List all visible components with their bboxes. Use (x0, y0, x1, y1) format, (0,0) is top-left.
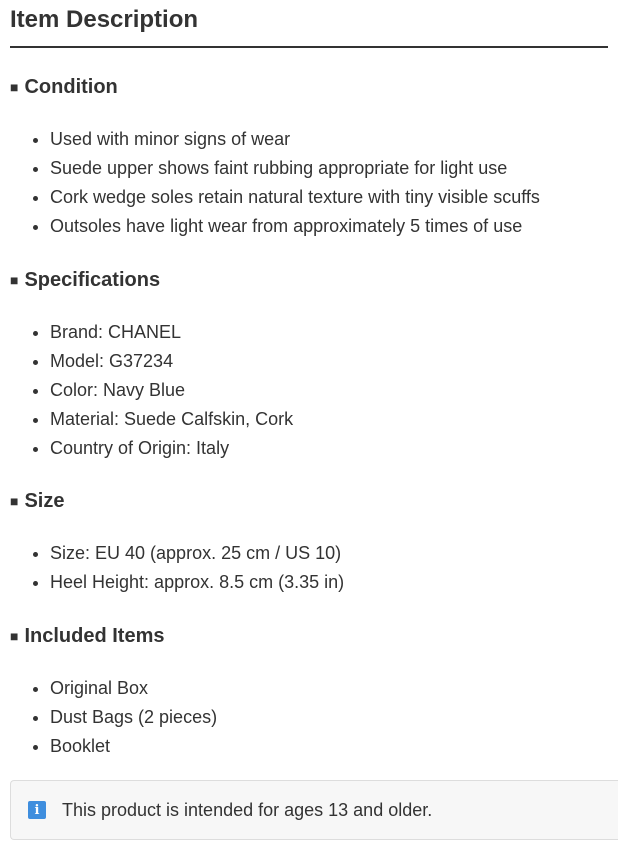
list-item: • Suede upper shows faint rubbing appropriate for light use (50, 154, 608, 183)
condition-list (10, 125, 608, 241)
square-bullet-icon: ■ (10, 272, 19, 288)
included-items-heading-label: Included Items (24, 625, 165, 647)
age-notice (10, 780, 618, 840)
age-notice-text: This product is intended for ages 13 and older. (62, 799, 433, 820)
size-heading-label: Size (24, 490, 65, 512)
list-item: • Model: G37234 (50, 347, 608, 376)
list-item: • Color: Navy Blue (50, 376, 608, 405)
list-item: • Outsoles have light wear from approximately 5 times of use (50, 212, 608, 241)
list-item: • Original Box (50, 674, 608, 703)
specifications-list (10, 318, 608, 463)
included-items-heading (10, 624, 608, 649)
specifications-heading-label: Specifications (24, 269, 161, 291)
list-item: • Used with minor signs of wear (50, 125, 608, 154)
condition-heading (10, 75, 608, 100)
list-item: • Country of Origin: Italy (50, 434, 608, 463)
included-items-list (10, 674, 608, 761)
list-item: • Booklet (50, 732, 608, 761)
size-heading (10, 489, 608, 514)
list-item: • Material: Suede Calfskin, Cork (50, 405, 608, 434)
list-item: • Heel Height: approx. 8.5 cm (3.35 in) (50, 568, 608, 597)
size-list (10, 539, 608, 597)
condition-heading-label: Condition (24, 76, 118, 98)
page-title: Item Description (10, 0, 608, 48)
list-item: • Brand: CHANEL (50, 318, 608, 347)
list-item: • Dust Bags (2 pieces) (50, 703, 608, 732)
info-icon: i (28, 801, 46, 819)
specifications-heading (10, 268, 608, 293)
list-item: • Cork wedge soles retain natural texture with tiny visible scuffs (50, 183, 608, 212)
square-bullet-icon: ■ (10, 493, 19, 509)
square-bullet-icon: ■ (10, 79, 19, 95)
square-bullet-icon: ■ (10, 628, 19, 644)
list-item: • Size: EU 40 (approx. 25 cm / US 10) (50, 539, 608, 568)
